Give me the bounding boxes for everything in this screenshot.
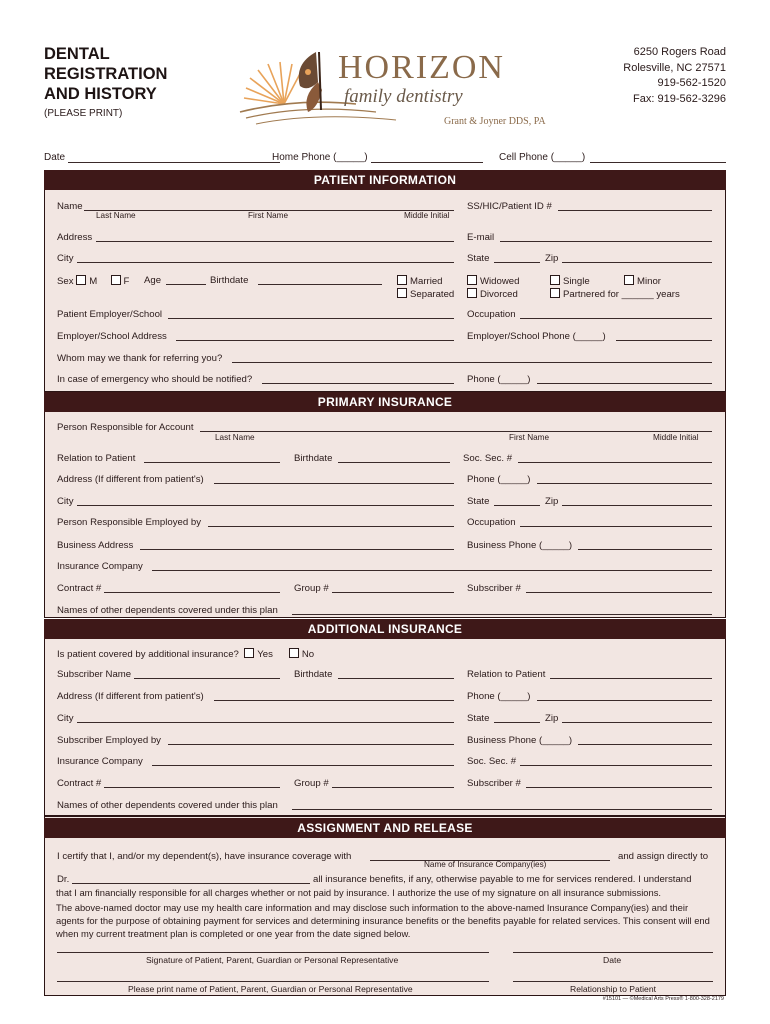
pi-state-field[interactable] [494, 505, 540, 506]
ai-relation-label: Relation to Patient [467, 669, 546, 680]
name-label: Name [57, 201, 83, 212]
ai-no-checkbox[interactable] [289, 648, 299, 658]
signature-caption: Signature of Patient, Parent, Guardian or Personal Representative [146, 955, 399, 965]
ai-socsec-label: Soc. Sec. # [467, 756, 517, 767]
ai-birthdate-label: Birthdate [294, 669, 333, 680]
benefits-text: all insurance benefits, if any, otherwise payable to me for services rendered. I understand [313, 874, 692, 885]
widowed-option [467, 275, 519, 287]
practice-phone: 919-562-1520 [657, 77, 726, 89]
sex-m-label: M [89, 276, 98, 287]
pi-phone-field[interactable] [537, 483, 712, 484]
ai-contract-field[interactable] [104, 787, 280, 788]
address-field[interactable] [96, 241, 454, 242]
minor-checkbox[interactable] [624, 275, 634, 285]
ai-subscriber-name-label: Subscriber Name [57, 669, 132, 680]
partnered-label: Partnered for ______ years [563, 289, 680, 300]
employer-phone-label: Employer/School Phone (_____) [467, 331, 606, 342]
primary-insurance-heading: PRIMARY INSURANCE [44, 392, 726, 412]
single-option [550, 275, 590, 287]
pi-occupation-field[interactable] [520, 526, 712, 527]
employer-phone-field[interactable] [616, 340, 712, 341]
print-name-field[interactable] [57, 981, 489, 982]
widowed-checkbox[interactable] [467, 275, 477, 285]
sex-f-checkbox[interactable] [111, 275, 121, 285]
relation-field[interactable] [144, 462, 280, 463]
ai-socsec-field[interactable] [520, 765, 712, 766]
cell-phone-label: Cell Phone (_____) [499, 152, 586, 163]
address-label: Address [57, 232, 93, 243]
pi-group-label: Group # [294, 583, 329, 594]
zip-label: Zip [545, 253, 559, 264]
pi-contract-label: Contract # [57, 583, 102, 594]
ai-covered-row [57, 648, 314, 660]
pi-employed-label: Person Responsible Employed by [57, 517, 201, 528]
patient-info-heading: PATIENT INFORMATION [44, 170, 726, 190]
title-line-2: REGISTRATION [44, 65, 168, 83]
ai-subscriber-field[interactable] [526, 787, 712, 788]
ai-yes-checkbox[interactable] [244, 648, 254, 658]
sex-m-checkbox[interactable] [76, 275, 86, 285]
emergency-phone-label: Phone (_____) [467, 374, 531, 385]
resp-last-name-caption: Last Name [215, 433, 255, 442]
email-field[interactable] [500, 241, 712, 242]
occupation-field[interactable] [520, 318, 712, 319]
sex-label: Sex [57, 276, 74, 287]
ai-insurance-company-field[interactable] [152, 765, 454, 766]
ai-zip-label: Zip [545, 713, 559, 724]
address-line-1: 6250 Rogers Road [633, 46, 726, 58]
zip-field[interactable] [562, 262, 712, 263]
divorced-checkbox[interactable] [467, 288, 477, 298]
pi-contract-field[interactable] [104, 592, 280, 593]
first-name-caption: First Name [248, 211, 289, 220]
ai-yes-label: Yes [257, 649, 273, 660]
cell-phone-field[interactable] [590, 162, 726, 163]
last-name-caption: Last Name [96, 211, 136, 220]
ai-subscriber-label: Subscriber # [467, 778, 521, 789]
pi-dependents-label: Names of other dependents covered under this plan [57, 605, 278, 616]
home-phone-field[interactable] [371, 162, 483, 163]
ai-contract-label: Contract # [57, 778, 102, 789]
pi-employed-field[interactable] [208, 526, 454, 527]
separated-label: Separated [410, 289, 455, 300]
date-phone-row [44, 152, 726, 168]
pi-group-field[interactable] [332, 592, 454, 593]
ai-state-label: State [467, 713, 490, 724]
pi-address-field[interactable] [214, 483, 454, 484]
pi-insurance-company-field[interactable] [152, 570, 712, 571]
responsible-label: Person Responsible for Account [57, 422, 194, 433]
pi-business-phone-field[interactable] [578, 549, 712, 550]
separated-option [397, 288, 454, 300]
single-checkbox[interactable] [550, 275, 560, 285]
ss-id-field[interactable] [558, 210, 712, 211]
single-label: Single [563, 276, 590, 287]
pi-socsec-label: Soc. Sec. # [463, 453, 513, 464]
dr-label: Dr. [57, 874, 70, 885]
pi-zip-field[interactable] [562, 505, 712, 506]
ai-dependents-field[interactable] [292, 809, 712, 810]
sex-row [57, 275, 129, 287]
pi-socsec-field[interactable] [518, 462, 712, 463]
minor-option [624, 275, 661, 287]
ai-birthdate-field[interactable] [338, 678, 454, 679]
ai-no-label: No [301, 649, 315, 660]
minor-label: Minor [637, 276, 661, 287]
occupation-label: Occupation [467, 309, 516, 320]
employer-field[interactable] [168, 318, 454, 319]
sex-f-label: F [123, 276, 130, 287]
married-option [397, 275, 443, 287]
email-label: E-mail [467, 232, 495, 243]
city-label: City [57, 253, 74, 264]
emergency-label: In case of emergency who should be notified? [57, 374, 253, 385]
ai-phone-label: Phone (_____) [467, 691, 531, 702]
pi-city-label: City [57, 496, 74, 507]
pi-state-label: State [467, 496, 490, 507]
responsible-field[interactable] [200, 431, 712, 432]
employer-label: Patient Employer/School [57, 309, 163, 320]
emergency-field[interactable] [262, 383, 454, 384]
relationship-caption: Relationship to Patient [570, 984, 656, 994]
title-line-3: AND HISTORY [44, 85, 157, 103]
ai-address-field[interactable] [214, 700, 454, 701]
ai-city-field[interactable] [77, 722, 454, 723]
logo-script: family dentistry [344, 86, 463, 107]
assign-directly-label: and assign directly to [618, 851, 709, 862]
divorced-label: Divorced [480, 289, 518, 300]
signature-field[interactable] [57, 952, 489, 953]
pi-address-label: Address (If different from patient's) [57, 474, 204, 485]
horizon-logo [236, 42, 546, 132]
form-title [44, 44, 167, 104]
birthdate-label: Birthdate [210, 275, 249, 286]
ai-group-label: Group # [294, 778, 329, 789]
ai-state-field[interactable] [494, 722, 540, 723]
ai-dependents-label: Names of other dependents covered under this plan [57, 800, 278, 811]
pi-subscriber-label: Subscriber # [467, 583, 521, 594]
city-field[interactable] [77, 262, 454, 263]
separated-checkbox[interactable] [397, 288, 407, 298]
ai-covered-label: Is patient covered by additional insurance? [57, 649, 239, 660]
ai-city-label: City [57, 713, 74, 724]
employer-address-field[interactable] [176, 340, 454, 341]
widowed-label: Widowed [480, 276, 520, 287]
certify-label: I certify that I, and/or my dependent(s), have insurance coverage with [57, 851, 352, 862]
pi-occupation-label: Occupation [467, 517, 516, 528]
age-field[interactable] [166, 284, 206, 285]
home-phone-label: Home Phone (_____) [272, 152, 368, 163]
assignment-heading: ASSIGNMENT AND RELEASE [44, 818, 726, 838]
ai-business-phone-field[interactable] [578, 744, 712, 745]
sign-date-caption: Date [603, 955, 622, 965]
ai-group-field[interactable] [332, 787, 454, 788]
ai-employed-field[interactable] [168, 744, 454, 745]
resp-middle-initial-caption: Middle Initial [653, 433, 699, 442]
ai-subscriber-name-field[interactable] [134, 678, 280, 679]
please-print-note: (PLEASE PRINT) [44, 108, 123, 119]
pi-insurance-company-label: Insurance Company [57, 561, 143, 572]
employer-address-label: Employer/School Address [57, 331, 167, 342]
practice-address [623, 45, 726, 107]
address-line-2: Rolesville, NC 27571 [623, 61, 726, 74]
state-label: State [467, 253, 490, 264]
pi-business-address-field[interactable] [140, 549, 454, 550]
date-field[interactable] [68, 162, 280, 163]
pi-birthdate-label: Birthdate [294, 453, 333, 464]
date-label: Date [44, 152, 66, 163]
emergency-phone-field[interactable] [537, 383, 712, 384]
disclose-text: The above-named doctor may use my health care information and may disclose such information to the above-named Insurance Company(ies) and their agents for the purpose of obtaining payment for services and determining insurance benefits or the benefits payable for related services. This consent will end when my current treatment plan is completed or one year from the date signed below. [56, 902, 710, 939]
relationship-field[interactable] [513, 981, 713, 982]
pi-birthdate-field[interactable] [338, 462, 450, 463]
ai-business-phone-label: Business Phone (_____) [467, 735, 573, 746]
additional-insurance-heading: ADDITIONAL INSURANCE [44, 619, 726, 639]
pi-subscriber-field[interactable] [526, 592, 712, 593]
practice-fax: Fax: 919-562-3296 [633, 92, 726, 105]
ai-address-label: Address (If different from patient's) [57, 691, 204, 702]
title-line-1: DENTAL [44, 45, 110, 63]
birthdate-field[interactable] [258, 284, 382, 285]
responsible-text: that I am financially responsible for all charges whether or not paid by insurance. I authorize the use of my signature on all insurance submissions. [56, 887, 662, 898]
pi-phone-label: Phone (_____) [467, 474, 531, 485]
pi-business-phone-label: Business Phone (_____) [467, 540, 573, 551]
age-label: Age [144, 275, 162, 286]
resp-first-name-caption: First Name [509, 433, 550, 442]
married-label: Married [410, 276, 443, 287]
ai-insurance-company-label: Insurance Company [57, 756, 143, 767]
partnered-checkbox[interactable] [550, 288, 560, 298]
ss-id-label: SS/HIC/Patient ID # [467, 201, 552, 212]
sign-date-field[interactable] [513, 952, 713, 953]
divorced-option [467, 288, 518, 300]
ai-zip-field[interactable] [562, 722, 712, 723]
relation-label: Relation to Patient [57, 453, 136, 464]
pi-zip-label: Zip [545, 496, 559, 507]
logo-subtitle: Grant & Joyner DDS, PA [444, 116, 546, 127]
logo-wordmark: HORIZON [338, 49, 505, 86]
pi-dependents-field[interactable] [292, 614, 712, 615]
referral-label: Whom may we thank for referring you? [57, 353, 223, 364]
ai-employed-label: Subscriber Employed by [57, 735, 161, 746]
insurance-company-caption: Name of Insurance Company(ies) [424, 860, 547, 869]
partnered-option [550, 288, 680, 300]
married-checkbox[interactable] [397, 275, 407, 285]
doctor-name-field[interactable] [72, 883, 310, 884]
ai-relation-field[interactable] [550, 678, 712, 679]
form-footer: #15101 — ©Medical Arts Press® 1-800-328-2179 [602, 996, 724, 1002]
print-name-caption: Please print name of Patient, Parent, Guardian or Personal Representative [128, 984, 413, 994]
state-field[interactable] [494, 262, 540, 263]
pi-business-address-label: Business Address [57, 540, 134, 551]
ai-phone-field[interactable] [537, 700, 712, 701]
middle-initial-caption: Middle Initial [404, 211, 450, 220]
pi-city-field[interactable] [77, 505, 454, 506]
referral-field[interactable] [232, 362, 712, 363]
